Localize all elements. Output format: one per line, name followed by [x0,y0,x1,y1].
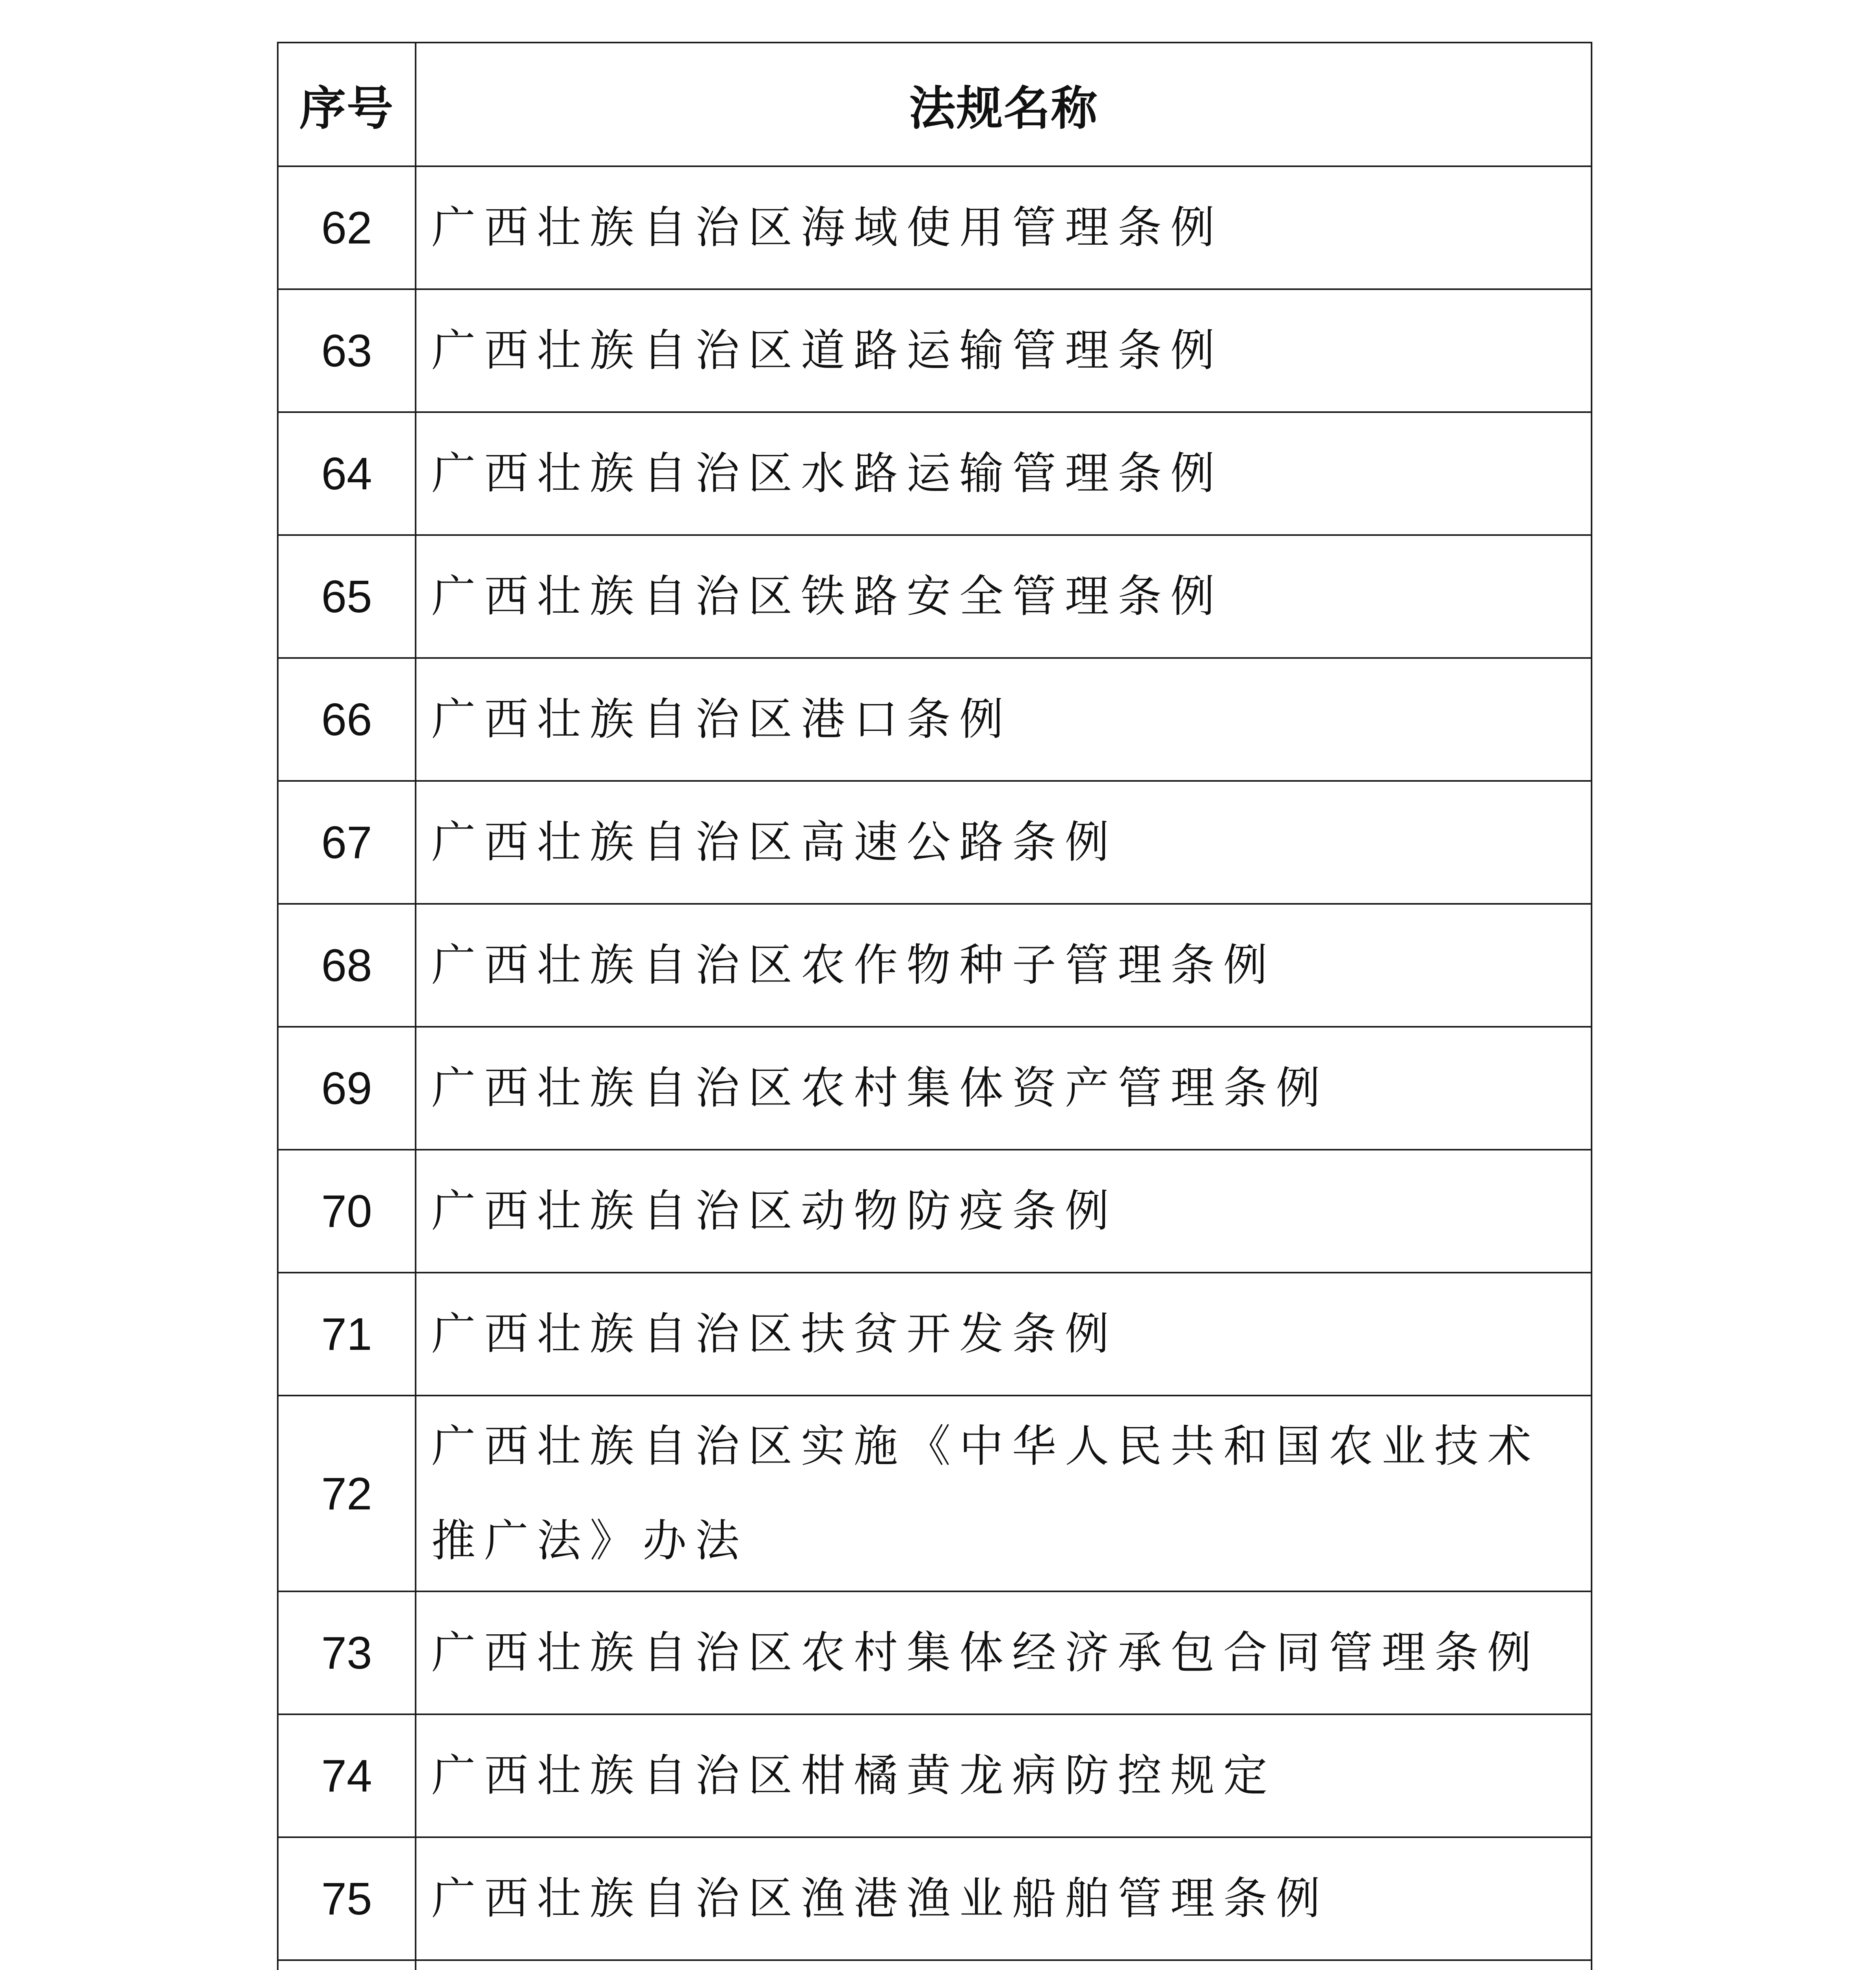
regulation-name: 广西壮族自治区铁路安全管理条例 [416,535,1592,658]
column-header-name: 法规名称 [416,43,1592,166]
table-row [278,658,1592,781]
row-number: 63 [278,289,416,412]
row-number: 70 [278,1150,416,1273]
regulation-name: 广西壮族自治区扶贫开发条例 [416,1273,1592,1396]
row-number: 64 [278,412,416,535]
regulation-name: 广西壮族自治区高速公路条例 [416,781,1592,904]
row-number: 62 [278,166,416,289]
row-number: 68 [278,904,416,1027]
row-number: 67 [278,781,416,904]
table-row [278,535,1592,658]
row-number: 66 [278,658,416,781]
table-row [278,1591,1592,1714]
table-row [278,289,1592,412]
regulation-name: 广西壮族自治区实施《中华人民共和国农业技术推广法》办法 [416,1396,1592,1591]
row-number: 71 [278,1273,416,1396]
regulation-name: 广西壮族自治区柑橘黄龙病防控规定 [416,1714,1592,1837]
row-number: 69 [278,1027,416,1150]
table-row [278,781,1592,904]
table-row [278,1273,1592,1396]
regulation-name: 广西壮族自治区农村集体资产管理条例 [416,1027,1592,1150]
regulation-name: 广西壮族自治区海域使用管理条例 [416,166,1592,289]
table-row [278,412,1592,535]
regulations-table [277,42,1592,1970]
row-number [278,1960,416,1970]
row-number: 75 [278,1837,416,1960]
row-number: 65 [278,535,416,658]
regulation-name [416,1960,1592,1970]
row-number: 72 [278,1396,416,1591]
table-header-row [278,43,1592,166]
regulation-name: 广西壮族自治区水路运输管理条例 [416,412,1592,535]
regulation-name: 广西壮族自治区道路运输管理条例 [416,289,1592,412]
table-row [278,166,1592,289]
regulation-name: 广西壮族自治区动物防疫条例 [416,1150,1592,1273]
table-row [278,1396,1592,1591]
table-row [278,1960,1592,1970]
table-row [278,1150,1592,1273]
regulation-name: 广西壮族自治区港口条例 [416,658,1592,781]
row-number: 73 [278,1591,416,1714]
table-row [278,1837,1592,1960]
regulation-name: 广西壮族自治区农作物种子管理条例 [416,904,1592,1027]
table-row [278,1714,1592,1837]
row-number: 74 [278,1714,416,1837]
regulation-name: 广西壮族自治区农村集体经济承包合同管理条例 [416,1591,1592,1714]
table-row [278,1027,1592,1150]
table-row [278,904,1592,1027]
column-header-number: 序号 [278,43,416,166]
regulation-name: 广西壮族自治区渔港渔业船舶管理条例 [416,1837,1592,1960]
